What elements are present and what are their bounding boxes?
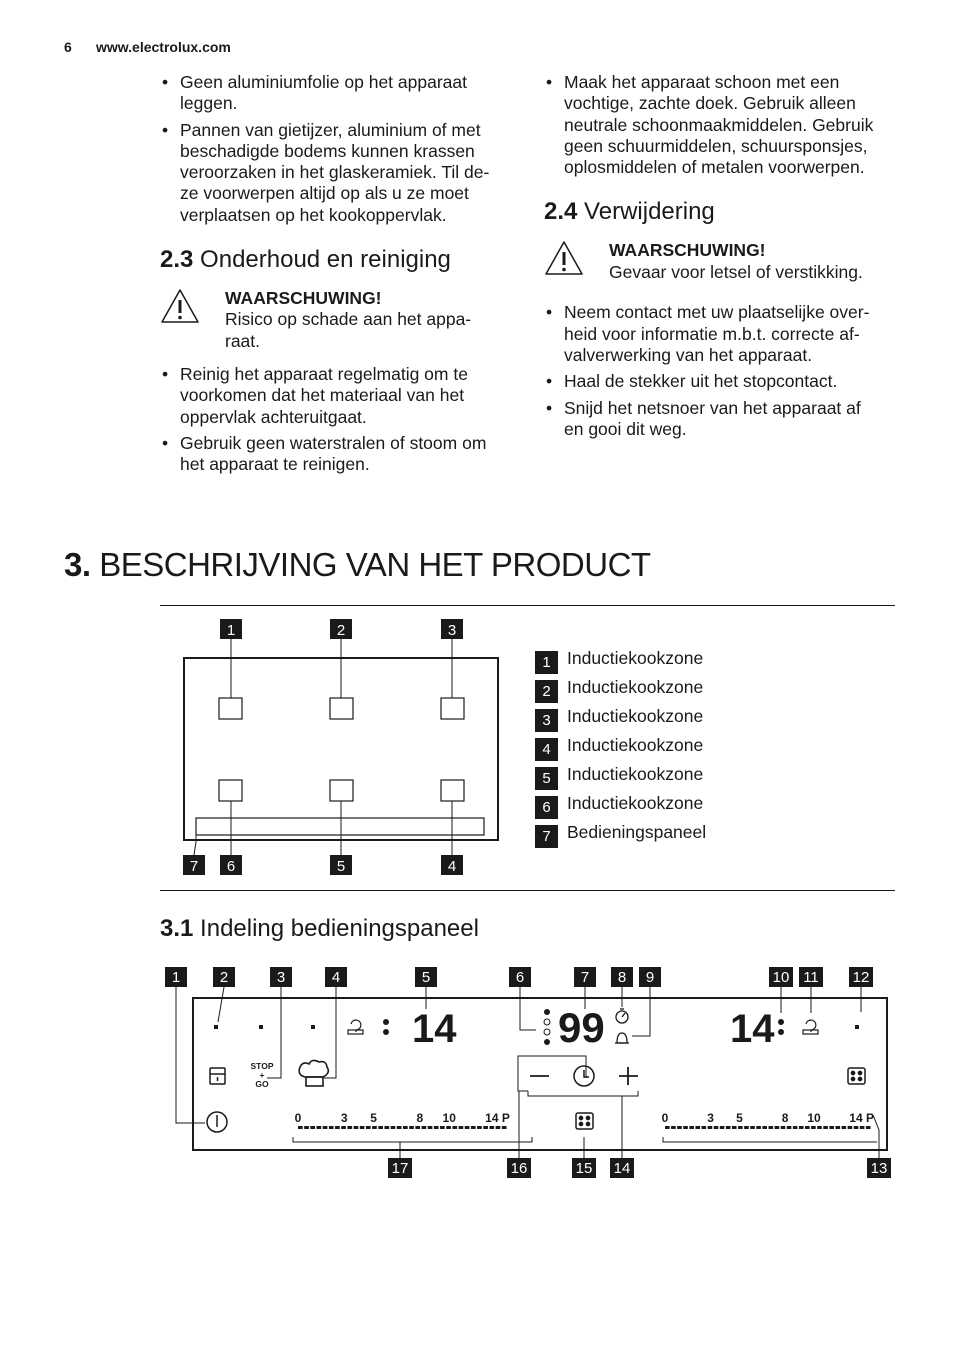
callout-label: 15 bbox=[575, 1160, 593, 1177]
bullet-list bbox=[160, 72, 515, 226]
scale-segment bbox=[384, 1126, 389, 1129]
scale-segment bbox=[854, 1126, 859, 1129]
warning-text bbox=[225, 288, 471, 352]
scale-segment bbox=[310, 1126, 315, 1129]
section-title: Indeling bedieningspaneel bbox=[200, 915, 479, 942]
scale-segment bbox=[689, 1126, 694, 1129]
legend-label: Inductiekookzone bbox=[567, 793, 704, 813]
callout-label: 4 bbox=[331, 969, 341, 986]
callout-label: 2 bbox=[219, 969, 229, 986]
section-title: Onderhoud en reiniging bbox=[200, 246, 451, 274]
scale-segment bbox=[341, 1126, 346, 1129]
list-item: • Gebruik geen waterstralen of stoom om het apparaat te reinigen. bbox=[160, 433, 515, 476]
warning-title: WAARSCHUWING! bbox=[225, 288, 382, 309]
callout-label: 6 bbox=[515, 969, 525, 986]
scale-segment bbox=[714, 1126, 719, 1129]
chapter-title bbox=[64, 546, 651, 584]
scale-segment bbox=[835, 1126, 840, 1129]
power-level-slider-right[interactable] bbox=[662, 1111, 874, 1129]
legend-label: Inductiekookzone bbox=[567, 764, 704, 784]
display-right: 14 bbox=[730, 1007, 775, 1051]
chef-hat-icon[interactable] bbox=[299, 1060, 328, 1086]
scale-segment bbox=[781, 1126, 786, 1129]
scale-tick-label: 0 bbox=[294, 1111, 302, 1125]
list-item: • Snijd het netsnoer van het apparaat af en gooi dit weg. bbox=[544, 398, 899, 441]
bridge-icon[interactable] bbox=[576, 1113, 593, 1129]
callout-label: 1 bbox=[226, 622, 236, 639]
list-item: • Reinig het apparaat regelmatig om te voorkomen dat het materiaal van het oppervlak achteruitgaat. bbox=[160, 364, 515, 428]
callout-label: 2 bbox=[336, 622, 346, 639]
chapter-title-text: BESCHRIJVING VAN HET PRODUCT bbox=[99, 546, 651, 583]
section-heading bbox=[160, 915, 479, 943]
scale-segment bbox=[465, 1126, 470, 1129]
scale-segment bbox=[708, 1126, 713, 1129]
page-number: 6 bbox=[64, 39, 72, 55]
power-level-slider-left[interactable] bbox=[295, 1111, 510, 1129]
list-item: • Neem contact met uw plaatselijke over- heid voor informatie m.b.t. correcte af- valverwerking van het apparaat. bbox=[544, 302, 899, 366]
cooking-zone-1 bbox=[219, 698, 242, 719]
scale-segment bbox=[683, 1126, 688, 1129]
scale-segment bbox=[452, 1126, 457, 1129]
scale-segment bbox=[677, 1126, 682, 1129]
legend-number: 3 bbox=[535, 709, 558, 732]
callout-label: 10 bbox=[772, 969, 790, 986]
scale-segment bbox=[360, 1126, 365, 1129]
list-item: • Haal de stekker uit het stopcontact. bbox=[544, 371, 899, 392]
scale-tick-label: 3 bbox=[340, 1111, 348, 1125]
scale-segment bbox=[738, 1126, 743, 1129]
warning-box bbox=[544, 240, 899, 302]
callout-label: 3 bbox=[276, 969, 286, 986]
callout-label: 7 bbox=[580, 969, 590, 986]
cooking-zone-5 bbox=[330, 780, 353, 801]
scale-segment bbox=[422, 1126, 427, 1129]
warning-box bbox=[160, 288, 515, 358]
lock-icon[interactable] bbox=[210, 1068, 225, 1084]
scale-segment bbox=[329, 1126, 334, 1129]
section-number: 2.3 bbox=[160, 246, 194, 274]
control-panel-strip bbox=[196, 818, 484, 835]
scale-segment bbox=[496, 1126, 501, 1129]
scale-segment bbox=[317, 1126, 322, 1129]
scale-tick-label: 3 bbox=[707, 1111, 714, 1125]
scale-segment bbox=[434, 1126, 439, 1129]
bridge-icon[interactable] bbox=[848, 1068, 865, 1084]
bullet-list bbox=[544, 72, 899, 178]
scale-segment bbox=[799, 1126, 804, 1129]
callout-label: 7 bbox=[189, 858, 199, 875]
stop-go-button[interactable] bbox=[251, 1061, 274, 1089]
cooking-zone-2 bbox=[330, 698, 353, 719]
section-number: 3.1 bbox=[160, 915, 194, 942]
indicator-dot bbox=[214, 1025, 218, 1029]
scale-segment bbox=[787, 1126, 792, 1129]
scale-segment bbox=[702, 1126, 707, 1129]
scale-tick-label: 10 bbox=[442, 1111, 456, 1125]
callout-label: 14 bbox=[613, 1160, 631, 1177]
scale-segment bbox=[409, 1126, 414, 1129]
scale-segment bbox=[298, 1126, 303, 1129]
scale-tick-label: 14 P bbox=[849, 1111, 874, 1125]
warning-text bbox=[609, 240, 863, 283]
scale-tick-label: 5 bbox=[370, 1111, 377, 1125]
callout-label: 11 bbox=[803, 969, 819, 986]
scale-segment bbox=[415, 1126, 420, 1129]
cooking-zone-4 bbox=[441, 780, 464, 801]
display-left: 14 bbox=[412, 1007, 457, 1051]
scale-tick-label: 14 P bbox=[485, 1111, 510, 1125]
scale-segment bbox=[793, 1126, 798, 1129]
scale-segment bbox=[354, 1126, 359, 1129]
scale-segment bbox=[848, 1126, 853, 1129]
control-panel-diagram bbox=[160, 960, 900, 1190]
scale-segment bbox=[866, 1126, 871, 1129]
legend-number: 5 bbox=[535, 767, 558, 790]
scale-segment bbox=[805, 1126, 810, 1129]
scale-segment bbox=[477, 1126, 482, 1129]
legend-number: 2 bbox=[535, 680, 558, 703]
scale-segment bbox=[756, 1126, 761, 1129]
legend-label: Inductiekookzone bbox=[567, 735, 704, 755]
clock-icon[interactable] bbox=[574, 1066, 594, 1086]
scale-segment bbox=[440, 1126, 445, 1129]
scale-segment bbox=[428, 1126, 433, 1129]
pan-detect-icon bbox=[803, 1020, 818, 1034]
callout-label: 3 bbox=[447, 622, 457, 639]
bell-icon bbox=[615, 1033, 629, 1043]
callout-label: 5 bbox=[336, 858, 346, 875]
section-number: 2.4 bbox=[544, 198, 578, 226]
scale-segment bbox=[811, 1126, 816, 1129]
scale-segment bbox=[665, 1126, 670, 1129]
scale-segment bbox=[695, 1126, 700, 1129]
scale-segment bbox=[829, 1126, 834, 1129]
divider bbox=[160, 605, 895, 606]
legend-label: Inductiekookzone bbox=[567, 706, 704, 726]
scale-segment bbox=[720, 1126, 725, 1129]
scale-segment bbox=[762, 1126, 767, 1129]
scale-segment bbox=[842, 1126, 847, 1129]
callout-label: 12 bbox=[852, 969, 870, 986]
chapter-number: 3. bbox=[64, 546, 91, 583]
callout-label: 9 bbox=[645, 969, 655, 986]
section-title: Verwijdering bbox=[584, 198, 715, 226]
callout-label: 13 bbox=[870, 1160, 888, 1177]
scale-segment bbox=[483, 1126, 488, 1129]
scale-segment bbox=[750, 1126, 755, 1129]
scale-segment bbox=[769, 1126, 774, 1129]
scale-segment bbox=[335, 1126, 340, 1129]
warning-icon bbox=[544, 240, 584, 276]
scale-tick-label: 10 bbox=[807, 1111, 821, 1125]
scale-segment bbox=[391, 1126, 396, 1129]
indicator-dot bbox=[259, 1025, 263, 1029]
list-item: • Pannen van gietijzer, aluminium of met beschadigde bodems kunnen krassen veroorzaken in het glaskeramiek. Til de- ze voorwerpen altijd op als u ze moet verplaatsen op het kookoppervlak. bbox=[160, 120, 515, 226]
scale-segment bbox=[744, 1126, 749, 1129]
warning-title: WAARSCHUWING! bbox=[609, 240, 766, 261]
scale-segment bbox=[304, 1126, 309, 1129]
indicator-dot bbox=[311, 1025, 315, 1029]
legend-number: 6 bbox=[535, 796, 558, 819]
legend-label: Inductiekookzone bbox=[567, 677, 704, 697]
cooktop-diagram bbox=[160, 610, 520, 890]
scale-segment bbox=[347, 1126, 352, 1129]
scale-segment bbox=[732, 1126, 737, 1129]
timer-icon bbox=[616, 1009, 628, 1023]
display-timer: 99 bbox=[558, 1004, 605, 1051]
scale-segment bbox=[775, 1126, 780, 1129]
left-column bbox=[160, 72, 515, 481]
callout-label: 5 bbox=[421, 969, 431, 986]
list-item: • Geen aluminiumfolie op het apparaat leggen. bbox=[160, 72, 515, 115]
scale-tick-label: 8 bbox=[416, 1111, 424, 1125]
list-item: • Maak het apparaat schoon met een vochtige, zachte doek. Gebruik alleen neutrale schoonmaakmiddelen. Gebruik geen schuurmiddelen, schuursponsjes, oplosmiddelen of metalen voorwerpen. bbox=[544, 72, 899, 178]
callout-label: 8 bbox=[617, 969, 627, 986]
indicator-dot bbox=[855, 1025, 859, 1029]
scale-segment bbox=[372, 1126, 377, 1129]
power-icon[interactable] bbox=[207, 1112, 227, 1132]
callout-label: 6 bbox=[226, 858, 236, 875]
stop-label: STOP bbox=[250, 1061, 274, 1071]
right-column bbox=[544, 72, 899, 445]
callout-label: 4 bbox=[447, 858, 457, 875]
cooking-zone-6 bbox=[219, 780, 242, 801]
scale-segment bbox=[397, 1126, 402, 1129]
callout-label: 1 bbox=[171, 969, 181, 986]
scale-segment bbox=[502, 1126, 507, 1129]
scale-segment bbox=[403, 1126, 408, 1129]
scale-segment bbox=[366, 1126, 371, 1129]
scale-segment bbox=[378, 1126, 383, 1129]
bullet-list bbox=[160, 364, 515, 475]
divider bbox=[160, 890, 895, 891]
legend-number: 4 bbox=[535, 738, 558, 761]
callout-label: 16 bbox=[510, 1160, 528, 1177]
scale-segment bbox=[671, 1126, 676, 1129]
bullet-list bbox=[544, 302, 899, 440]
go-label: GO bbox=[255, 1079, 269, 1089]
scale-tick-label: 5 bbox=[736, 1111, 743, 1125]
scale-segment bbox=[459, 1126, 464, 1129]
scale-segment bbox=[446, 1126, 451, 1129]
scale-segment bbox=[489, 1126, 494, 1129]
plus-icon[interactable] bbox=[619, 1067, 638, 1085]
section-heading bbox=[160, 246, 515, 274]
header-url[interactable]: www.electrolux.com bbox=[96, 39, 231, 55]
warning-body: Risico op schade aan het appa- raat. bbox=[225, 309, 472, 351]
section-heading bbox=[544, 198, 899, 226]
callout-label: 17 bbox=[391, 1160, 409, 1177]
legend-number: 7 bbox=[535, 825, 558, 848]
scale-tick-label: 8 bbox=[781, 1111, 789, 1125]
scale-segment bbox=[471, 1126, 476, 1129]
scale-segment bbox=[726, 1126, 731, 1129]
plus-label: + bbox=[259, 1070, 265, 1080]
legend-label: Bedieningspaneel bbox=[567, 822, 707, 842]
scale-segment bbox=[823, 1126, 828, 1129]
warning-body: Gevaar voor letsel of verstikking. bbox=[609, 261, 863, 282]
cooking-zone-3 bbox=[441, 698, 464, 719]
scale-segment bbox=[817, 1126, 822, 1129]
legend-number: 1 bbox=[535, 651, 558, 674]
scale-segment bbox=[860, 1126, 865, 1129]
scale-tick-label: 0 bbox=[661, 1111, 669, 1125]
scale-segment bbox=[323, 1126, 328, 1129]
legend-label: Inductiekookzone bbox=[567, 648, 704, 668]
warning-icon bbox=[160, 288, 200, 324]
pan-detect-icon bbox=[348, 1020, 363, 1034]
